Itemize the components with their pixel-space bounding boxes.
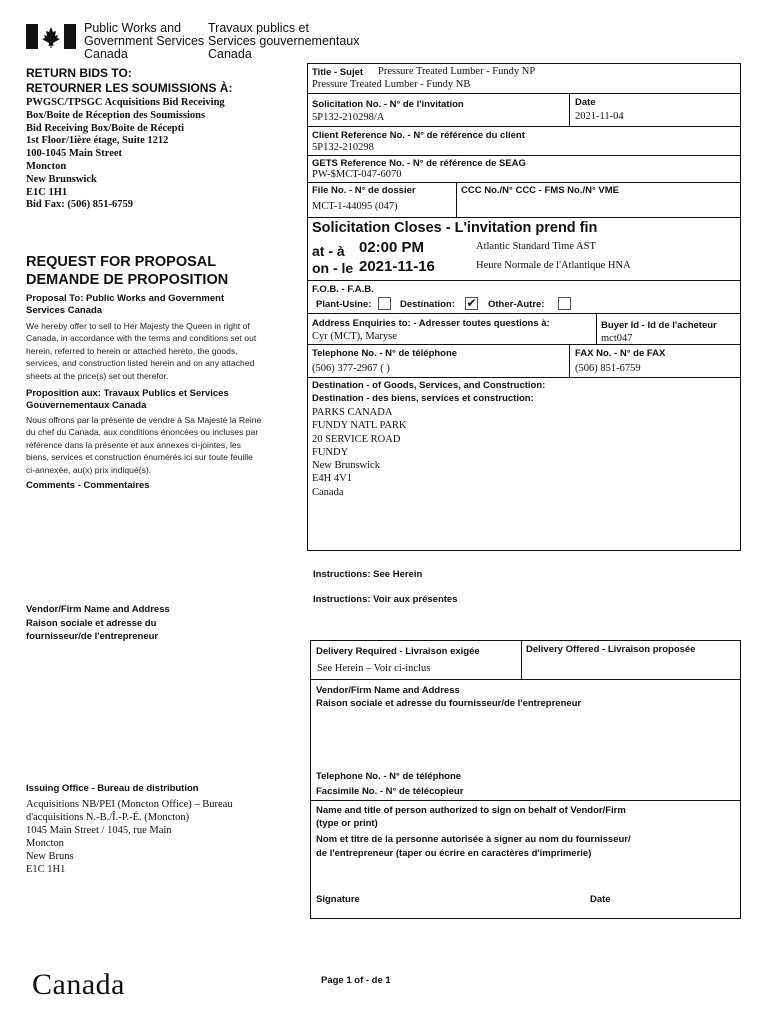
- rfp-title: REQUEST FOR PROPOSAL DEMANDE DE PROPOSITION: [26, 254, 229, 288]
- client-ref-value: 5P132-210298: [312, 142, 374, 153]
- authorized-name-label-4: de l'entrepreneur (taper ou écrire en caractères d'imprimerie): [316, 848, 592, 859]
- return-bids-heading: RETURN BIDS TO: RETOURNER LES SOUMISSIONS À:: [26, 66, 233, 95]
- solicitation-closes-heading: Solicitation Closes - L'invitation prend fin: [312, 220, 598, 236]
- signature-label: Signature: [316, 894, 360, 905]
- destination-fob-label: Destination:: [400, 299, 455, 310]
- plant-checkbox[interactable]: [378, 297, 391, 310]
- signature-date-label: Date: [590, 894, 611, 905]
- delivery-offered-label: Delivery Offered - Livraison proposée: [526, 644, 696, 655]
- proposal-to-body: We hereby offer to sell to Her Majesty the Queen in right of Canada, in accordance with the terms and conditions set out herein, referred to herein or attached hereto, the goods, services, and construction listed herein and on any attached sheets at the price(s) set out therefor.: [26, 321, 257, 381]
- proposition-aux-heading: Proposition aux: Travaux Publics et Services Gouvernementaux Canada: [26, 388, 229, 411]
- other-checkbox[interactable]: [558, 297, 571, 310]
- fax-value: (506) 851-6759: [575, 363, 641, 374]
- vendor-name-label-en: Vendor/Firm Name and Address: [316, 685, 460, 696]
- client-ref-label: Client Reference No. - N° de référence du client: [312, 130, 525, 141]
- authorized-name-label-2: (type or print): [316, 818, 378, 829]
- solicitation-label: Solicitation No. - N° de l'invitation: [312, 99, 464, 110]
- title-label: Title - Sujet: [312, 67, 364, 78]
- return-bids-address: PWGSC/TPSGC Acquisitions Bid Receiving Box/Boite de Réception des Soumissions Bid Receiving Box/Boite de Récepti 1st Floor/1ière étage, Suite 1212 100-1045 Main Street Moncton New Brunswick E1C 1H1 Bid Fax: (506) 851-6759: [26, 97, 225, 211]
- authorized-name-label-3: Nom et titre de la personne autorisée à signer au nom du fournisseur/: [316, 834, 631, 845]
- department-name-fr: Travaux publics et Services gouvernementaux Canada: [208, 21, 360, 61]
- destination-address: PARKS CANADA FUNDY NATL PARK 20 SERVICE ROAD FUNDY New Brunswick E4H 4V1 Canada: [312, 407, 407, 498]
- on-label: on - le: [312, 260, 354, 276]
- authorized-name-label-1: Name and title of person authorized to sign on behalf of Vendor/Firm: [316, 805, 626, 816]
- destination-label-fr: Destination - des biens, services et construction:: [312, 393, 534, 404]
- checkmark-icon: ✔: [466, 296, 477, 310]
- date-label: Date: [575, 97, 596, 108]
- closing-date: 2021-11-16: [359, 258, 435, 275]
- file-no-label: File No. - N° de dossier: [312, 185, 416, 196]
- phone-value: (506) 377-2967 ( ): [312, 363, 390, 374]
- canada-wordmark: Canada: [32, 968, 125, 1001]
- at-label: at - à: [312, 243, 345, 259]
- instructions-en: Instructions: See Herein: [313, 569, 423, 580]
- ccc-no-label: CCC No./N° CCC - FMS No./N° VME: [461, 185, 620, 196]
- canada-flag-icon: [26, 24, 76, 49]
- title-value-2: Pressure Treated Lumber - Fundy NB: [312, 79, 471, 90]
- other-label: Other-Autre:: [488, 299, 545, 310]
- gets-ref-label: GETS Reference No. - N° de référence de SEAG: [312, 158, 526, 169]
- vendor-left-label: Vendor/Firm Name and Address Raison sociale et adresse du fournisseur/de l'entrepreneur: [26, 604, 170, 642]
- page-number: Page 1 of - de 1: [321, 975, 391, 986]
- phone-label: Telephone No. - N° de téléphone: [312, 348, 458, 359]
- enquiries-value: Cyr (MCT), Maryse: [312, 331, 397, 342]
- delivery-required-label: Delivery Required - Livraison exigée: [316, 646, 480, 657]
- proposition-aux-body: Nous offrons par la présente de vendre à Sa Majesté la Reine du chef du Canada, aux conditions énoncées ou incluses par référence dans la présente et aux annexes ci-jointes, les biens, services et construction énumérés ici sur toute feuille ci-annexée, au(x) prix indiqué(s).: [26, 415, 262, 475]
- buyer-id-label: Buyer Id - Id de l'acheteur: [601, 320, 717, 331]
- destination-checkbox[interactable]: [465, 297, 478, 310]
- enquiries-label: Address Enquiries to: - Adresser toutes questions à:: [312, 318, 550, 329]
- plant-label: Plant-Usine:: [316, 299, 372, 310]
- gets-ref-value: PW-$MCT-047-6070: [312, 169, 402, 180]
- proposal-to-heading: Proposal To: Public Works and Government Services Canada: [26, 293, 225, 316]
- fob-label: F.O.B. - F.A.B.: [312, 284, 374, 295]
- issuing-office-address: Acquisitions NB/PEI (Moncton Office) – Bureau d'acquisitions N.-B./Î.-P.-É. (Moncton) 1045 Main Street / 1045, rue Main Moncton New Bruns E1C 1H1: [26, 799, 233, 875]
- comments-label: Comments - Commentaires: [26, 480, 150, 492]
- destination-label-en: Destination - of Goods, Services, and Construction:: [312, 380, 546, 391]
- timezone-fr: Heure Normale de l'Atlantique HNA: [476, 260, 631, 271]
- delivery-required-value: See Herein – Voir ci-inclus: [317, 663, 431, 674]
- vendor-tel-label: Telephone No. - N° de téléphone: [316, 771, 462, 782]
- buyer-id-value: mct047: [601, 333, 633, 344]
- vendor-name-label-fr: Raison sociale et adresse du fournisseur/de l'entrepreneur: [316, 698, 582, 709]
- closing-time: 02:00 PM: [359, 239, 425, 256]
- file-no-value: MCT-1-44095 (047): [312, 201, 398, 212]
- instructions-fr: Instructions: Voir aux présentes: [313, 594, 458, 605]
- title-value-1: Pressure Treated Lumber - Fundy NP: [378, 66, 536, 77]
- department-name-en: Public Works and Government Services Canada: [84, 21, 205, 61]
- vendor-fax-label: Facsimile No. - N° de télécopieur: [316, 786, 464, 797]
- timezone-en: Atlantic Standard Time AST: [476, 241, 596, 252]
- issuing-office-heading: Issuing Office - Bureau de distribution: [26, 783, 199, 794]
- fax-label: FAX No. - N° de FAX: [575, 348, 666, 359]
- proposal-to-section: [26, 293, 262, 492]
- solicitation-value: 5P132-210298/A: [312, 112, 385, 123]
- date-value: 2021-11-04: [575, 111, 624, 122]
